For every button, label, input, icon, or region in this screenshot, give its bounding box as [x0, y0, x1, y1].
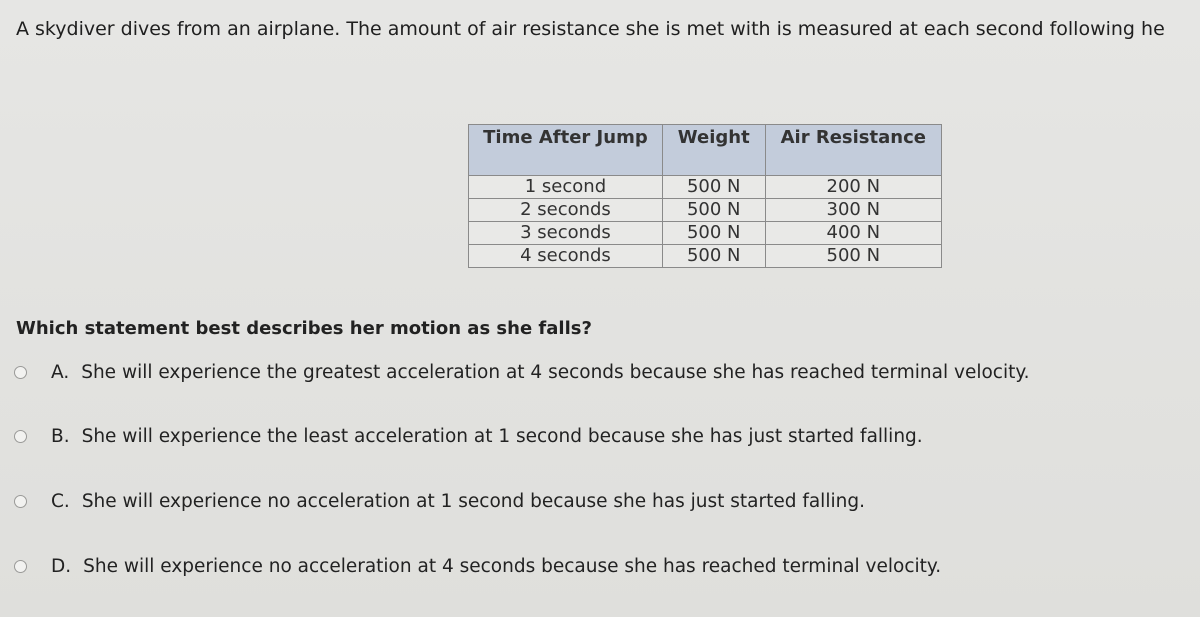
cell-air-resistance: 300 N — [765, 199, 941, 222]
option-text: She will experience the least acceleration at 1 second because she has just started falling. — [81, 425, 923, 447]
answer-option-d[interactable] — [14, 552, 941, 580]
question-prompt: Which statement best describes her motion as she falls? — [16, 318, 592, 339]
table-header-row — [469, 125, 942, 176]
cell-weight: 500 N — [662, 176, 765, 199]
option-letter: A. — [51, 361, 70, 383]
data-table — [468, 124, 942, 268]
cell-air-resistance: 500 N — [765, 245, 941, 268]
option-letter: B. — [51, 425, 70, 447]
cell-time: 4 seconds — [469, 245, 663, 268]
table-row — [469, 222, 942, 245]
option-text: She will experience the greatest acceleration at 4 seconds because she has reached terminal velocity. — [81, 361, 1030, 383]
radio-button-icon[interactable] — [14, 495, 27, 508]
header-weight: Weight — [662, 125, 765, 176]
radio-button-icon[interactable] — [14, 560, 27, 573]
radio-button-icon[interactable] — [14, 430, 27, 443]
cell-air-resistance: 400 N — [765, 222, 941, 245]
table-row — [469, 199, 942, 222]
cell-time: 3 seconds — [469, 222, 663, 245]
question-intro-text: A skydiver dives from an airplane. The amount of air resistance she is met with is measured at each second following he — [16, 18, 1165, 40]
table-row — [469, 245, 942, 268]
cell-time: 1 second — [469, 176, 663, 199]
header-time-after-jump: Time After Jump — [469, 125, 663, 176]
answer-option-c[interactable] — [14, 487, 865, 515]
cell-weight: 500 N — [662, 199, 765, 222]
option-text: She will experience no acceleration at 1 second because she has just started falling. — [81, 490, 865, 512]
cell-air-resistance: 200 N — [765, 176, 941, 199]
answer-option-a[interactable] — [14, 358, 1030, 386]
answer-option-b[interactable] — [14, 422, 923, 450]
option-letter: C. — [51, 490, 70, 512]
radio-button-icon[interactable] — [14, 366, 27, 379]
cell-time: 2 seconds — [469, 199, 663, 222]
option-letter: D. — [51, 555, 72, 577]
option-text: She will experience no acceleration at 4 seconds because she has reached terminal velocity. — [83, 555, 942, 577]
cell-weight: 500 N — [662, 222, 765, 245]
header-air-resistance: Air Resistance — [765, 125, 941, 176]
cell-weight: 500 N — [662, 245, 765, 268]
table-row — [469, 176, 942, 199]
